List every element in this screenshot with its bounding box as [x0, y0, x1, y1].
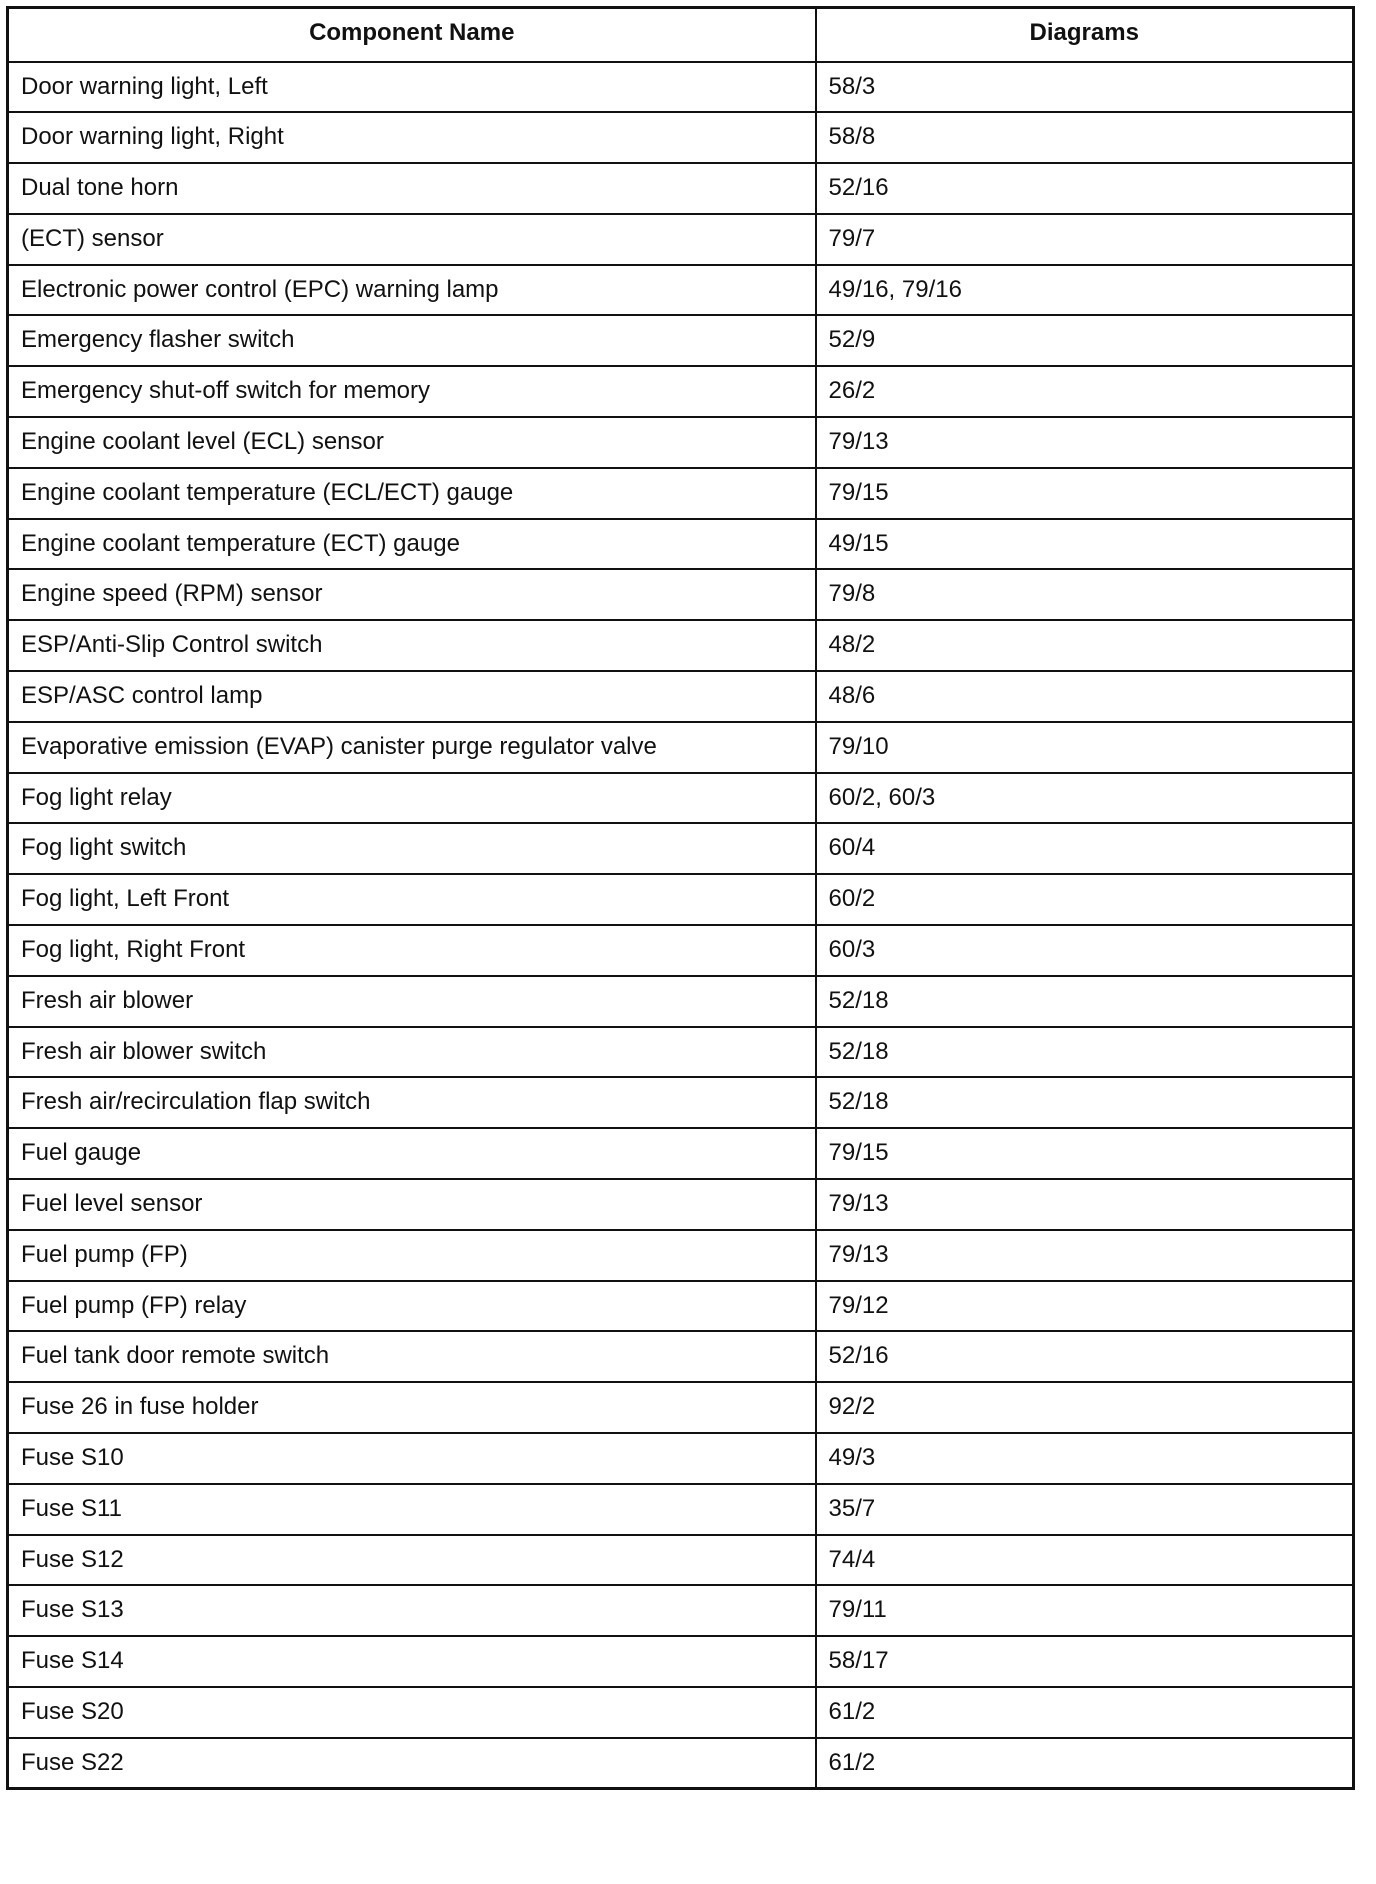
- table-row: [8, 1281, 1354, 1332]
- table-row: [8, 1027, 1354, 1078]
- table-row: [8, 874, 1354, 925]
- table-row: [8, 773, 1354, 824]
- component-name-cell: Electronic power control (EPC) warning lamp: [8, 265, 816, 316]
- component-name-cell: ESP/ASC control lamp: [8, 671, 816, 722]
- diagrams-cell: 52/18: [816, 1077, 1354, 1128]
- table-row: [8, 315, 1354, 366]
- diagrams-cell: 79/13: [816, 417, 1354, 468]
- table-row: [8, 1331, 1354, 1382]
- component-name-cell: Fog light, Right Front: [8, 925, 816, 976]
- diagrams-cell: 79/11: [816, 1585, 1354, 1636]
- diagrams-cell: 60/2, 60/3: [816, 773, 1354, 824]
- table-row: [8, 1585, 1354, 1636]
- table-row: [8, 163, 1354, 214]
- table-row: [8, 1738, 1354, 1789]
- component-name-cell: Dual tone horn: [8, 163, 816, 214]
- diagrams-cell: 26/2: [816, 366, 1354, 417]
- component-name-cell: Fresh air/recirculation flap switch: [8, 1077, 816, 1128]
- component-name-cell: Fresh air blower switch: [8, 1027, 816, 1078]
- header-diagrams: Diagrams: [816, 8, 1354, 62]
- component-name-cell: Fuel pump (FP): [8, 1230, 816, 1281]
- table-row: [8, 366, 1354, 417]
- component-name-cell: Fuse 26 in fuse holder: [8, 1382, 816, 1433]
- diagrams-cell: 49/15: [816, 519, 1354, 570]
- component-name-cell: Door warning light, Right: [8, 112, 816, 163]
- diagrams-cell: 58/17: [816, 1636, 1354, 1687]
- component-name-cell: Fuse S14: [8, 1636, 816, 1687]
- table-row: [8, 823, 1354, 874]
- table-row: [8, 214, 1354, 265]
- component-name-cell: Fuse S22: [8, 1738, 816, 1789]
- component-name-cell: Fuel gauge: [8, 1128, 816, 1179]
- component-name-cell: Fuse S12: [8, 1535, 816, 1586]
- diagrams-cell: 92/2: [816, 1382, 1354, 1433]
- table-row: [8, 1636, 1354, 1687]
- table-row: [8, 1077, 1354, 1128]
- diagrams-cell: 79/15: [816, 468, 1354, 519]
- diagrams-cell: 79/13: [816, 1230, 1354, 1281]
- table-row: [8, 112, 1354, 163]
- table-header-row: [8, 8, 1354, 62]
- component-name-cell: ESP/Anti-Slip Control switch: [8, 620, 816, 671]
- diagrams-cell: 79/13: [816, 1179, 1354, 1230]
- diagrams-cell: 49/16, 79/16: [816, 265, 1354, 316]
- diagrams-cell: 61/2: [816, 1738, 1354, 1789]
- table-row: [8, 1230, 1354, 1281]
- component-name-cell: Fog light relay: [8, 773, 816, 824]
- component-name-cell: Door warning light, Left: [8, 62, 816, 113]
- header-component-name: Component Name: [8, 8, 816, 62]
- table-row: [8, 671, 1354, 722]
- diagrams-cell: 60/4: [816, 823, 1354, 874]
- table-row: [8, 1382, 1354, 1433]
- component-name-cell: Engine coolant temperature (ECT) gauge: [8, 519, 816, 570]
- component-name-cell: Fuse S11: [8, 1484, 816, 1535]
- diagrams-cell: 79/10: [816, 722, 1354, 773]
- table-row: [8, 1179, 1354, 1230]
- diagrams-cell: 58/3: [816, 62, 1354, 113]
- diagrams-cell: 79/8: [816, 569, 1354, 620]
- component-name-cell: Emergency flasher switch: [8, 315, 816, 366]
- component-name-cell: Engine coolant temperature (ECL/ECT) gauge: [8, 468, 816, 519]
- table-row: [8, 1687, 1354, 1738]
- table-row: [8, 1128, 1354, 1179]
- table-row: [8, 468, 1354, 519]
- component-name-cell: Emergency shut-off switch for memory: [8, 366, 816, 417]
- component-name-cell: Fresh air blower: [8, 976, 816, 1027]
- component-name-cell: Fog light switch: [8, 823, 816, 874]
- diagrams-cell: 79/7: [816, 214, 1354, 265]
- diagrams-cell: 52/16: [816, 1331, 1354, 1382]
- component-name-cell: Fuel pump (FP) relay: [8, 1281, 816, 1332]
- table-row: [8, 976, 1354, 1027]
- diagrams-cell: 48/6: [816, 671, 1354, 722]
- diagrams-cell: 35/7: [816, 1484, 1354, 1535]
- diagrams-cell: 60/2: [816, 874, 1354, 925]
- diagrams-cell: 52/18: [816, 1027, 1354, 1078]
- diagrams-cell: 58/8: [816, 112, 1354, 163]
- table-row: [8, 1433, 1354, 1484]
- diagrams-cell: 48/2: [816, 620, 1354, 671]
- component-name-cell: Evaporative emission (EVAP) canister purge regulator valve: [8, 722, 816, 773]
- document-page: [6, 6, 1352, 1790]
- diagrams-cell: 74/4: [816, 1535, 1354, 1586]
- component-name-cell: Fuse S13: [8, 1585, 816, 1636]
- table-row: [8, 925, 1354, 976]
- component-name-cell: Engine coolant level (ECL) sensor: [8, 417, 816, 468]
- table-row: [8, 620, 1354, 671]
- table-row: [8, 1484, 1354, 1535]
- diagrams-cell: 49/3: [816, 1433, 1354, 1484]
- diagrams-cell: 79/12: [816, 1281, 1354, 1332]
- diagrams-cell: 61/2: [816, 1687, 1354, 1738]
- component-name-cell: (ECT) sensor: [8, 214, 816, 265]
- table-row: [8, 722, 1354, 773]
- table-row: [8, 519, 1354, 570]
- diagrams-cell: 52/9: [816, 315, 1354, 366]
- component-name-cell: Fuse S10: [8, 1433, 816, 1484]
- component-name-cell: Fuel level sensor: [8, 1179, 816, 1230]
- table-row: [8, 569, 1354, 620]
- component-name-cell: Fuel tank door remote switch: [8, 1331, 816, 1382]
- component-table: [6, 6, 1355, 1790]
- component-name-cell: Engine speed (RPM) sensor: [8, 569, 816, 620]
- diagrams-cell: 79/15: [816, 1128, 1354, 1179]
- table-row: [8, 1535, 1354, 1586]
- diagrams-cell: 52/18: [816, 976, 1354, 1027]
- diagrams-cell: 60/3: [816, 925, 1354, 976]
- table-row: [8, 417, 1354, 468]
- component-name-cell: Fog light, Left Front: [8, 874, 816, 925]
- component-name-cell: Fuse S20: [8, 1687, 816, 1738]
- table-body: [8, 62, 1354, 1789]
- diagrams-cell: 52/16: [816, 163, 1354, 214]
- table-row: [8, 265, 1354, 316]
- table-row: [8, 62, 1354, 113]
